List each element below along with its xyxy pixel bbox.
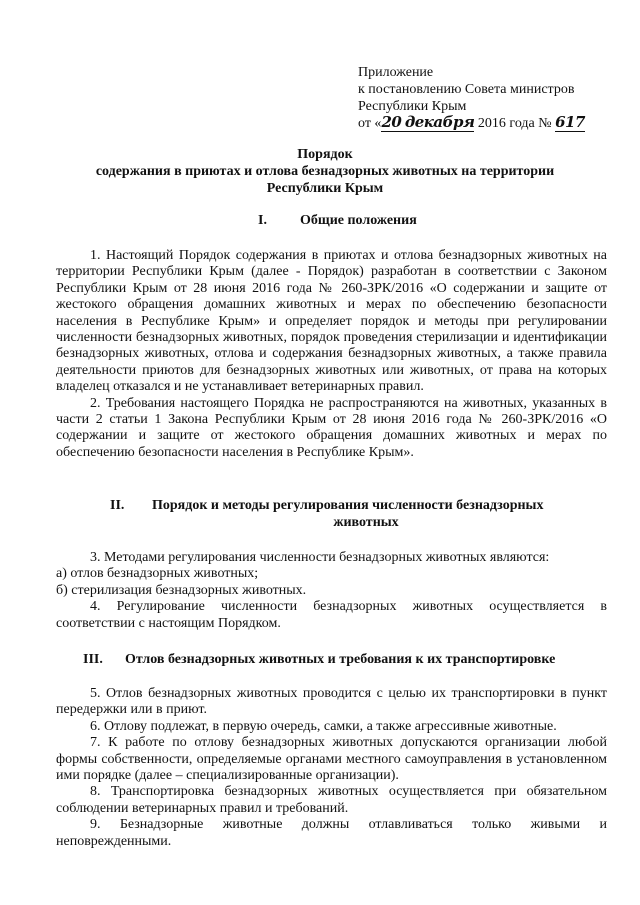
- paragraph-2: 2. Требования настоящего Порядка не распространяются на животных, указанных в части 2 статьи 1 Закона Республики Крым от 28 июня 2016 года № 260-ЗРК/2016 «О содержании и защите от жестокого обращения домашних животных и мерах по обеспечению безопасности населения в Республике Крым».: [56, 395, 607, 460]
- document-title: [40, 146, 610, 197]
- document-number: 617: [555, 113, 585, 131]
- appendix-block: [358, 64, 628, 132]
- section-3-numeral: III.: [83, 652, 103, 667]
- paragraph-6: 6. Отлову подлежат, в первую очередь, самки, а также агрессивные животные.: [90, 718, 557, 734]
- section-2-numeral: II.: [110, 498, 125, 513]
- title-line-3: Республики Крым: [266, 181, 384, 196]
- paragraph-5: 5. Отлов безнадзорных животных проводится с целью их транспортировки в пункт передержки или в приют.: [56, 686, 607, 718]
- section-1-numeral: I.: [258, 213, 267, 228]
- appendix-line-3: Республики Крым: [358, 99, 467, 114]
- paragraph-3: 3. Методами регулирования численности безнадзорных животных являются:: [90, 550, 550, 565]
- section-3-body: [56, 686, 607, 850]
- section-1-title: Общие положения: [300, 213, 417, 228]
- date-day: 20: [381, 113, 402, 131]
- appendix-line-1: Приложение: [358, 65, 434, 80]
- paragraph-1: 1. Настоящий Порядок содержания в приютах и отлова безнадзорных животных на территории Республики Крым (далее - Порядок) разработан в соответствии с Законом Республики Крым от 28 июня 2016 года № 260-ЗРК/2016 «О содержании и защите от жестокого обращения домашних животных и мерах по обеспечению безопасности населения в Республике Крым» и определяет порядок и методы при регулировании численности безнадзорных животных, порядок проведения стерилизации и идентификации безнадзорных животных, отлова и содержания безнадзорных животных, а также правила деятельности приютов для безнадзорных животных или животных, от права на которых владелец отказался и не устанавливает ветеринарных правил.: [56, 248, 607, 395]
- title-line-2: содержания в приютах и отлова безнадзорных животных на территории: [95, 164, 555, 179]
- date-year: 2016 года №: [477, 116, 552, 131]
- section-3-title: Отлов безнадзорных животных и требования к их транспортировке: [125, 652, 556, 667]
- section-3-heading: [83, 651, 555, 668]
- section-1-heading: [258, 212, 417, 229]
- paragraph-3a: а) отлов безнадзорных животных;: [56, 566, 259, 582]
- title-line-1: Порядок: [297, 147, 353, 162]
- paragraph-8: 8. Транспортировка безнадзорных животных осуществляется при обязательном соблюдении ветеринарных правил и требований.: [56, 784, 607, 816]
- section-2-title-line-2: животных: [333, 515, 399, 530]
- section-2-title-line-1: Порядок и методы регулирования численности безнадзорных: [152, 498, 544, 513]
- paragraph-3b: б) стерилизация безнадзорных животных.: [56, 582, 307, 598]
- appendix-line-2: к постановлению Совета министров: [358, 82, 575, 97]
- paragraph-4: 4. Регулирование численности безнадзорных животных осуществляется в соответствии с настоящим Порядком.: [56, 599, 607, 631]
- paragraph-7: 7. К работе по отлову безнадзорных животных допускаются организации любой формы собственности, определяемые органами местного самоуправления в установленном ими порядке (далее – специализированные организации).: [56, 735, 607, 784]
- appendix-date-line: [358, 115, 628, 132]
- section-2-heading: [110, 497, 580, 531]
- paragraph-9: 9. Безнадзорные животные должны отлавливаться только живыми и неповрежденными.: [56, 817, 607, 849]
- section-2-body: [56, 550, 607, 632]
- section-1-body: [56, 248, 607, 461]
- date-prefix: от «: [358, 116, 382, 131]
- date-month: декабря: [404, 113, 475, 131]
